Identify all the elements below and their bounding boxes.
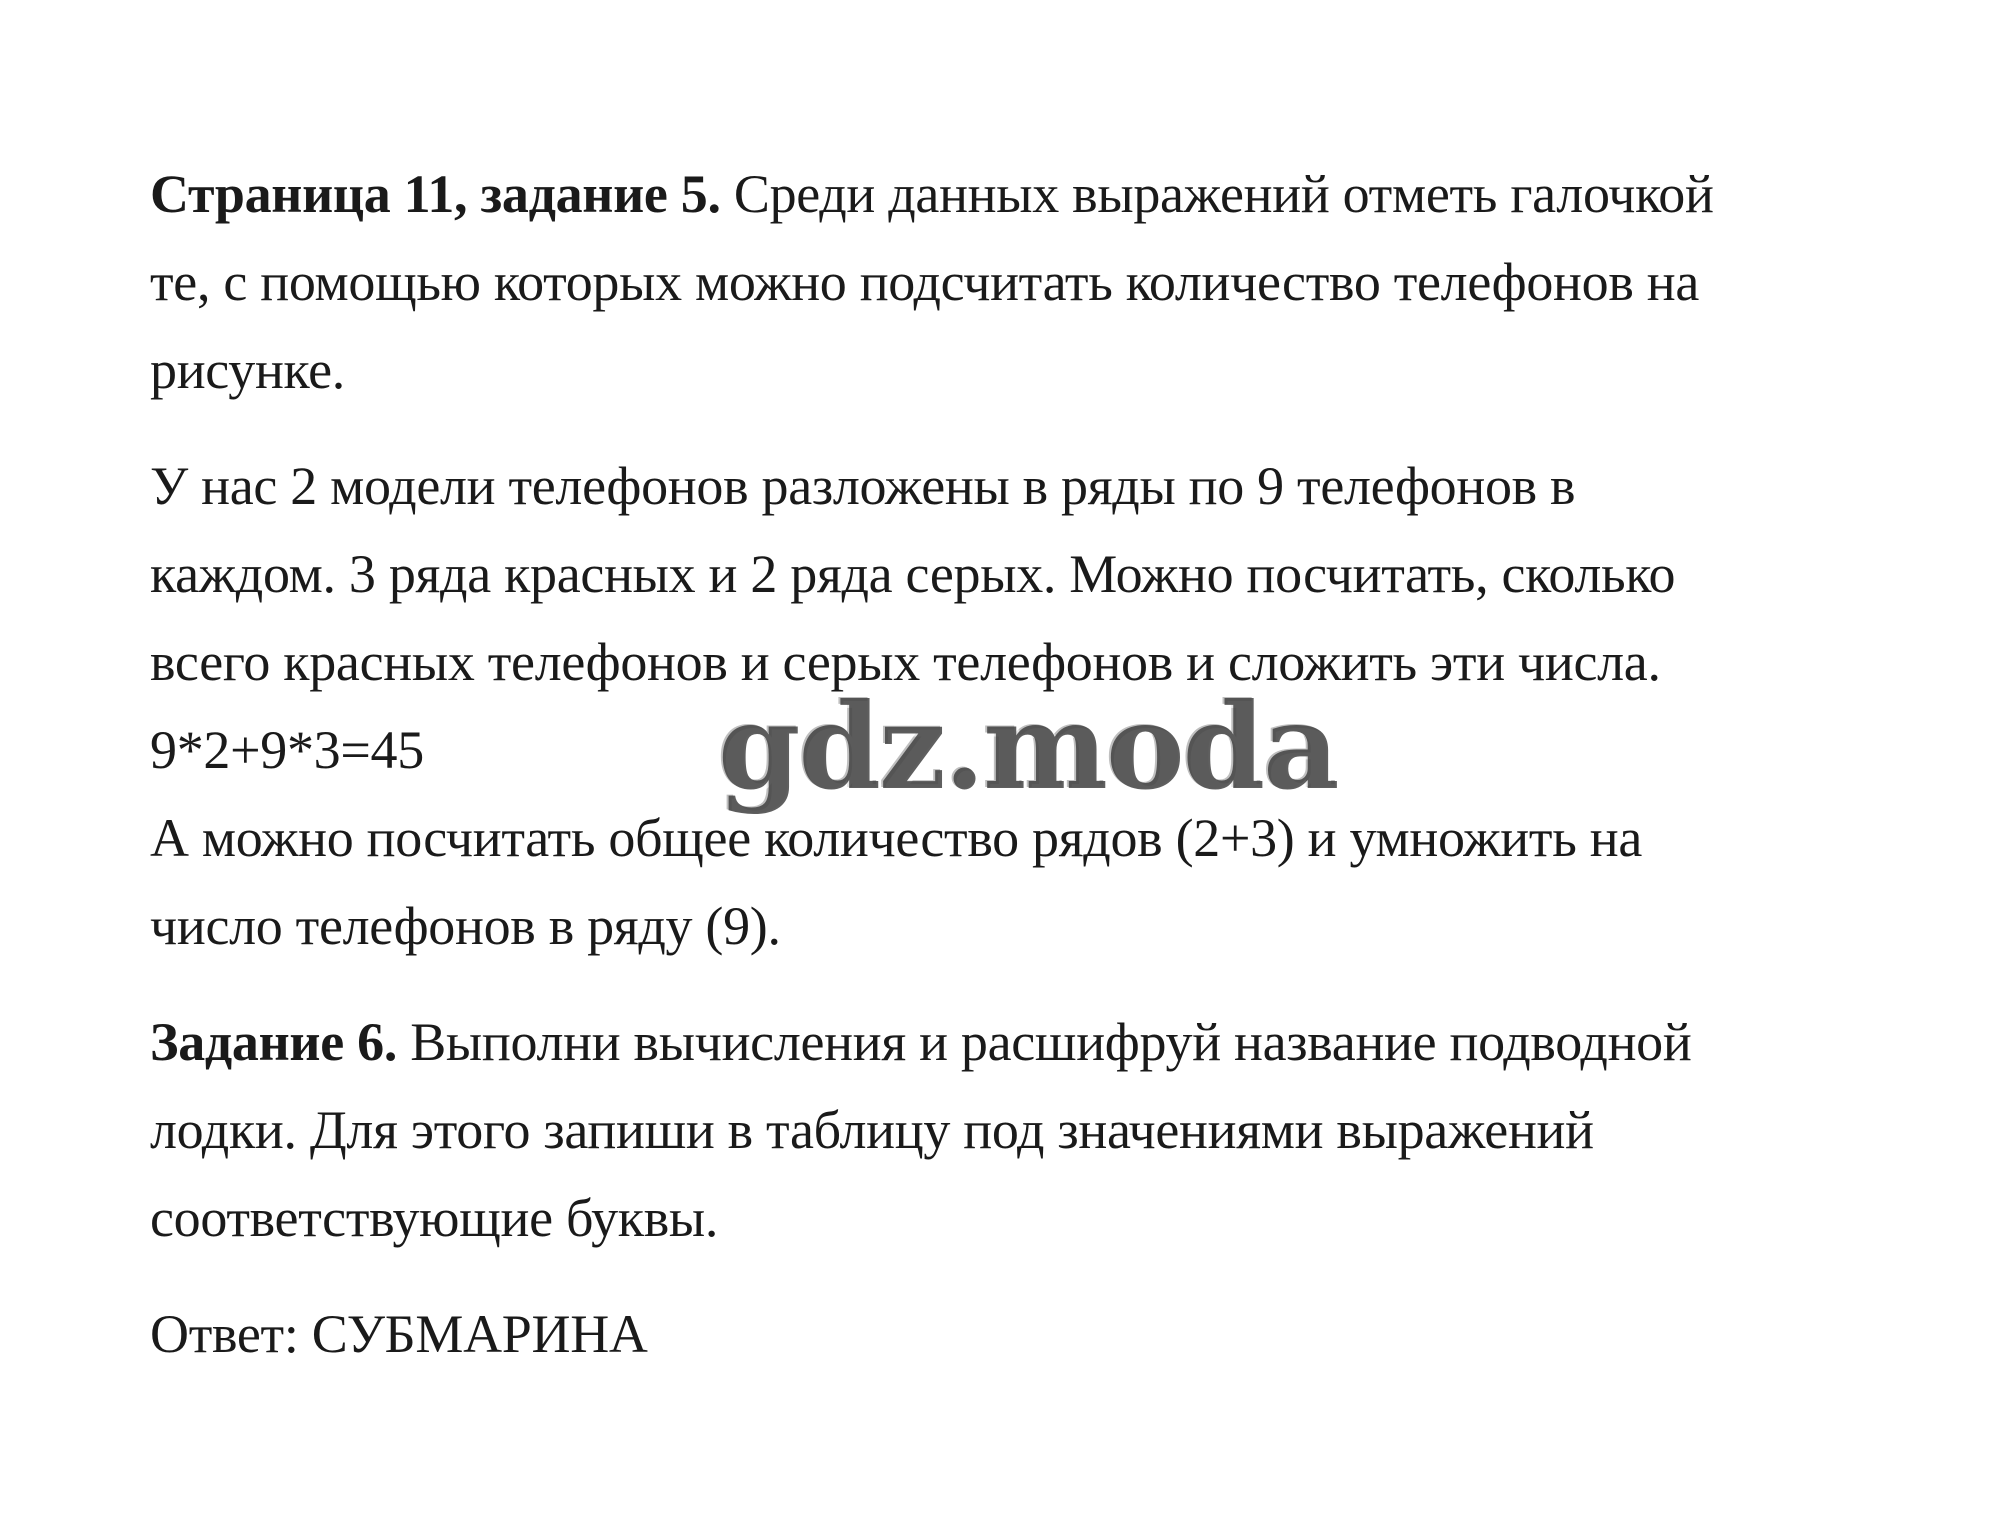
task5-text-2: те, с помощью которых можно подсчитать количество телефонов на (150, 252, 1700, 312)
explanation-formula: 9*2+9*3=45 (150, 720, 424, 780)
watermark-logo: gdz.moda (718, 677, 1338, 816)
task5-text-3: рисунке. (150, 340, 346, 400)
document-page (150, 150, 1910, 1378)
task5-text-1: Среди данных выражений отметь галочкой (720, 164, 1714, 224)
answer-text: Ответ: СУБМАРИНА (150, 1304, 648, 1364)
task6-paragraph (150, 998, 1910, 1262)
task6-heading: Задание 6. (150, 1012, 398, 1072)
task5-line-1 (150, 150, 1910, 238)
task6-line-1 (150, 998, 1910, 1086)
explanation-line-5: А можно посчитать общее количество рядов (2+3) и умножить на (150, 808, 1642, 868)
explanation-line-2: каждом. 3 ряда красных и 2 ряда серых. Можно посчитать, сколько (150, 544, 1676, 604)
explanation-line-6: число телефонов в ряду (9). (150, 896, 781, 956)
task6-text-2: лодки. Для этого запиши в таблицу под значениями выражений (150, 1100, 1594, 1160)
task5-heading: Страница 11, задание 5. (150, 164, 721, 224)
answer-paragraph (150, 1290, 1910, 1378)
explanation-line-3: всего красных телефонов и серых телефонов и сложить эти числа. (150, 632, 1661, 692)
task5-paragraph (150, 150, 1910, 414)
task6-text-1: Выполни вычисления и расшифруй название подводной (397, 1012, 1692, 1072)
task6-text-3: соответствующие буквы. (150, 1188, 719, 1248)
explanation-paragraph (150, 442, 1910, 970)
explanation-line-1: У нас 2 модели телефонов разложены в ряды по 9 телефонов в (150, 456, 1576, 516)
